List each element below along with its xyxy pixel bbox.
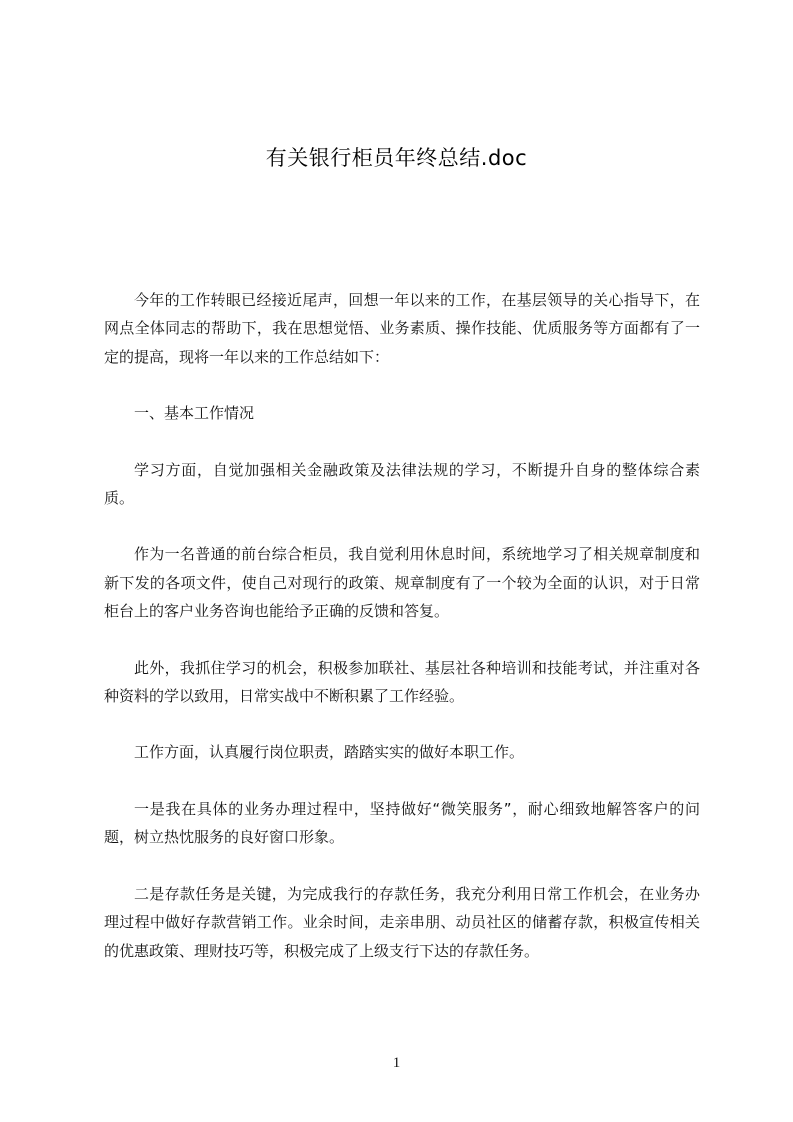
paragraph-training: 此外，我抓住学习的机会，积极参加联社、基层社各种培训和技能考试，并注重对各种资料的学以致用，日常实战中不断积累了工作经验。 xyxy=(104,658,700,706)
paragraph-spacer xyxy=(104,767,700,795)
paragraph-work: 工作方面，认真履行岗位职责，踏踏实实的做好本职工作。 xyxy=(134,743,525,762)
page-number: 1 xyxy=(392,1055,401,1071)
paragraph-spacer xyxy=(104,710,700,738)
paragraph-teller-study: 作为一名普通的前台综合柜员，我自觉利用休息时间，系统地学习了相关规章制度和新下发的各项文件，使自己对现行的政策、规章制度有了一个较为全面的认识，对于日常柜台上的客户业务咨询也能给予正确的反馈和答复。 xyxy=(104,545,700,621)
paragraph-spacer xyxy=(104,852,700,880)
paragraph-spacer xyxy=(104,428,700,456)
paragraph-service: 一是我在具体的业务办理过程中，坚持做好“微笑服务”，耐心细致地解答客户的问题，树立热忱服务的良好窗口形象。 xyxy=(104,799,700,847)
paragraph-spacer xyxy=(104,512,700,540)
document-title: 有关银行柜员年终总结.doc xyxy=(265,146,528,170)
intro-paragraph: 今年的工作转眼已经接近尾声，回想一年以来的工作，在基层领导的关心指导下，在网点全体同志的帮助下，我在思想觉悟、业务素质、操作技能、优质服务等方面都有了一定的提高，现将一年以来的工作总结如下： xyxy=(104,291,700,366)
document-body xyxy=(104,286,700,965)
paragraph-spacer xyxy=(104,371,700,399)
paragraph-spacer xyxy=(104,626,700,654)
paragraph-study: 学习方面，自觉加强相关金融政策及法律法规的学习，不断提升自身的整体综合素质。 xyxy=(104,460,700,508)
section-heading: 一、基本工作情况 xyxy=(134,404,255,423)
paragraph-deposits: 二是存款任务是关键，为完成我行的存款任务，我充分利用日常工作机会，在业务办理过程中做好存款营销工作。业余时间，走亲串朋、动员社区的储蓄存款，积极宣传相关的优惠政策、理财技巧等，积极完成了上级支行下达的存款任务。 xyxy=(104,884,700,960)
